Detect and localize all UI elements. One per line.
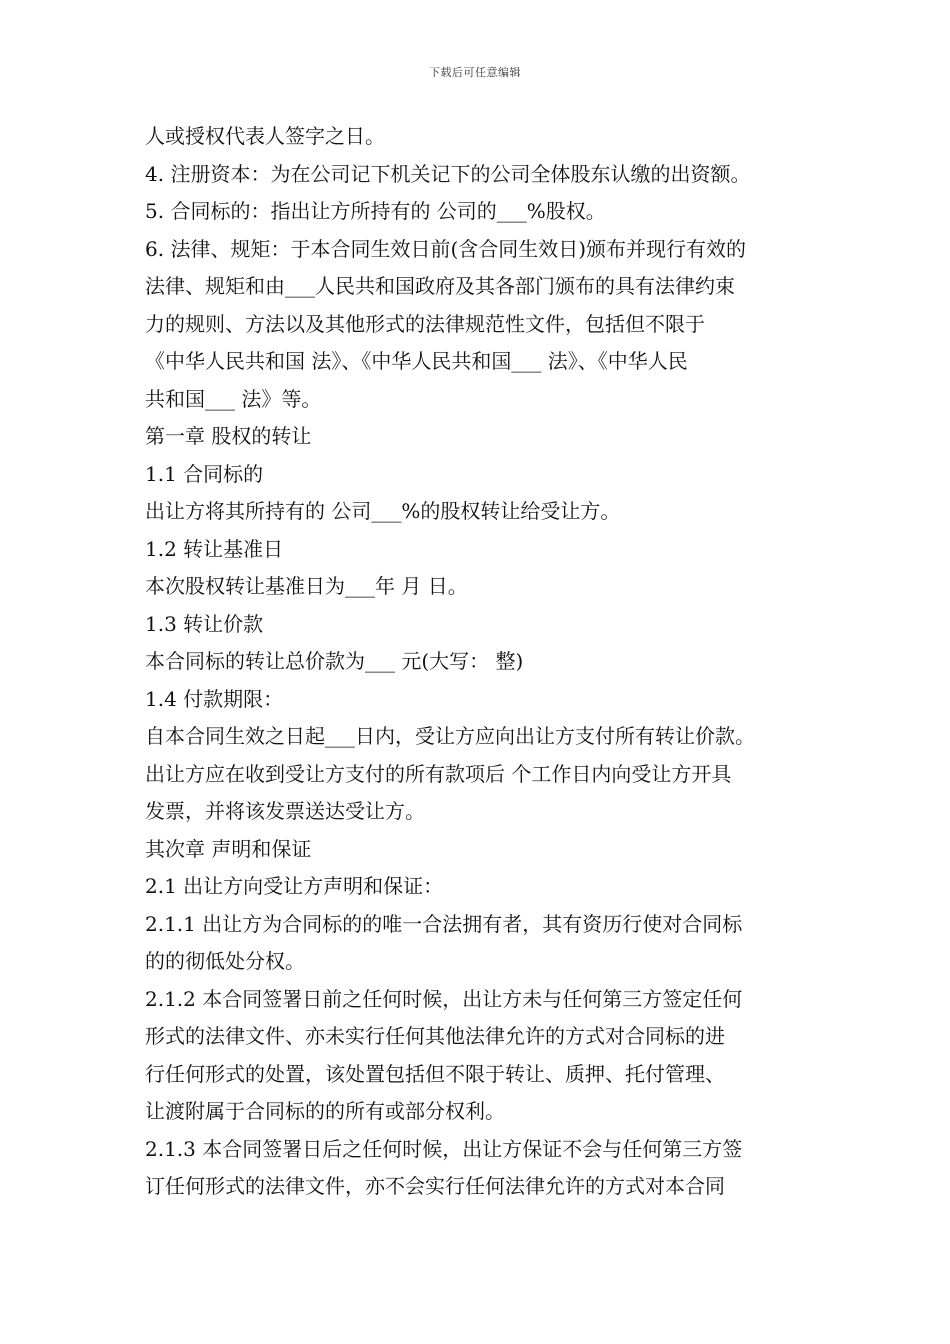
text-line: 发票，并将该发票送达受让方。: [145, 799, 425, 823]
text-line: 2.1.2 本合同签署日前之任何时候，出让方未与任何第三方签定任何: [145, 986, 743, 1011]
text-line: 2.1.1 出让方为合同标的的唯一合法拥有者，其有资历行使对合同标: [145, 911, 743, 936]
section-heading: 1.1 合同标的: [145, 461, 264, 486]
chapter-heading: 第一章 股权的转让: [145, 424, 312, 448]
section-heading: 1.4 付款期限：: [145, 686, 284, 711]
document-body: [145, 118, 825, 1206]
text-line: 行任何形式的处置，该处置包括但不限于转让、质押、托付管理、: [145, 1061, 725, 1086]
text-line: 4. 注册资本：为在公司记下机关记下的公司全体股东认缴的出资额。: [145, 161, 751, 186]
text-line: 出让方将其所持有的 公司___%的股权转让给受让方。: [145, 499, 621, 523]
section-heading: 2.1 出让方向受让方声明和保证：: [145, 874, 444, 898]
section-heading: 1.2 转让基准日: [145, 536, 284, 561]
text-line: 订任何形式的法律文件，亦不会实行任何法律允许的方式对本合同: [145, 1174, 725, 1198]
text-line: 2.1.3 本合同签署日后之任何时候，出让方保证不会与任何第三方签: [145, 1136, 743, 1161]
text-line: 6. 法律、规矩：于本合同生效日前(含合同生效日)颁布并现行有效的: [145, 236, 747, 261]
text-line: 法律、规矩和由___人民共和国政府及其各部门颁布的具有法律约束: [145, 274, 735, 298]
text-line: 出让方应在收到受让方支付的所有款项后 个工作日内向受让方开具: [145, 761, 732, 786]
text-line: 人或授权代表人签字之日。: [145, 124, 385, 148]
text-line: 《中华人民共和国 法》、《中华人民共和国___ 法》、《中华人民: [145, 349, 688, 373]
page-header: 下载后可任意编辑: [429, 66, 521, 79]
section-heading: 1.3 转让价款: [145, 611, 264, 636]
text-line: 力的规则、方法以及其他形式的法律规范性文件，包括但不限于: [145, 311, 705, 336]
text-line: 5. 合同标的：指出让方所持有的 公司的___%股权。: [145, 199, 606, 223]
text-line: 形式的法律文件、亦未实行任何其他法律允许的方式对合同标的进: [145, 1024, 725, 1048]
text-line: 本次股权转让基准日为___年 月 日。: [145, 574, 468, 598]
text-line: 自本合同生效之日起___日内，受让方应向出让方支付所有转让价款。: [145, 724, 755, 748]
text-line: 共和国___ 法》等。: [145, 386, 322, 411]
text-line: 本合同标的转让总价款为___ 元(大写： 整): [145, 649, 524, 673]
text-line: 让渡附属于合同标的的所有或部分权利。: [145, 1099, 505, 1123]
text-line: 的的彻低处分权。: [145, 949, 305, 973]
chapter-heading: 其次章 声明和保证: [145, 836, 312, 861]
